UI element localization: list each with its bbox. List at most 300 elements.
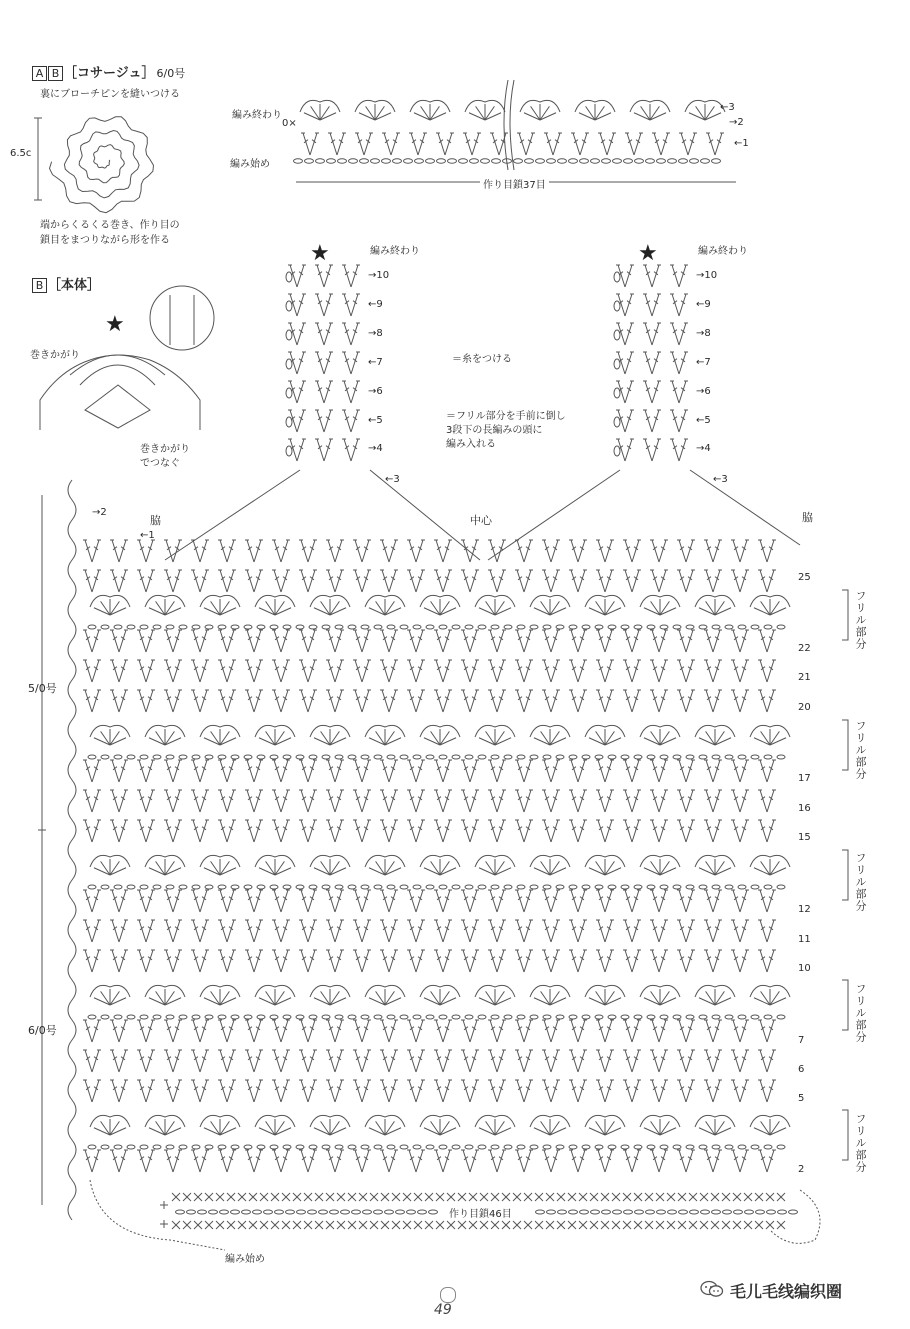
chain-stitch (140, 625, 148, 629)
chain-stitch (465, 885, 473, 889)
frill-label-3: フリル部分 (854, 852, 867, 912)
dc-stitch-right (335, 890, 342, 912)
chain-stitch (764, 885, 772, 889)
dc-stitch-left (409, 1050, 416, 1072)
dc-stitch-left (220, 920, 227, 942)
dc-stitch-right (740, 820, 747, 842)
dc-stitch-right (416, 820, 423, 842)
dc-stitch-right (418, 133, 425, 155)
dc-stitch-left (544, 820, 551, 842)
chain-stitch (504, 1015, 512, 1019)
dc-stitch-left (760, 920, 767, 942)
chain-stitch (127, 625, 135, 629)
dc-stitch-right (605, 1050, 612, 1072)
dc-stitch-left (517, 570, 524, 592)
chain-stitch (309, 1015, 317, 1019)
dc-stitch-left (519, 133, 526, 155)
dc-stitch-left (436, 540, 443, 562)
dc-stitch-left (409, 1150, 416, 1172)
chain-stitch (400, 625, 408, 629)
chain-stitch (712, 885, 720, 889)
chain-stitch (789, 1210, 798, 1214)
dc-stitch-left (645, 439, 652, 461)
dc-stitch-right (688, 133, 695, 155)
dc-stitch-right (497, 950, 504, 972)
dc-stitch-right (605, 570, 612, 592)
dc-stitch-left (301, 570, 308, 592)
dc-stitch-left (706, 760, 713, 782)
dc-stitch-right (119, 890, 126, 912)
chain-stitch (393, 159, 402, 163)
dc-stitch-right (281, 760, 288, 782)
chain-stitch (361, 885, 369, 889)
dc-stitch-left (220, 1050, 227, 1072)
chain-stitch (712, 159, 721, 163)
dc-stitch-left (274, 1080, 281, 1102)
dc-stitch-left (344, 381, 351, 403)
dc-stitch-left (733, 630, 740, 652)
dc-stitch-right (551, 660, 558, 682)
dc-stitch-right (351, 352, 358, 374)
dc-stitch-right (173, 570, 180, 592)
chain-stitch (556, 1015, 564, 1019)
dc-stitch-left (139, 790, 146, 812)
row-number-15: 15 (798, 832, 811, 843)
body-star-icon: ★ (105, 312, 125, 337)
chain-stitch (621, 1015, 629, 1019)
chain-stitch (608, 1015, 616, 1019)
dc-stitch-right (578, 1080, 585, 1102)
dc-stitch-left (247, 630, 254, 652)
dc-stitch-right (416, 1020, 423, 1042)
dc-stitch-left (598, 540, 605, 562)
chain-stitch (192, 755, 200, 759)
dc-stitch-right (686, 540, 693, 562)
chain-stitch (322, 755, 330, 759)
chain-stitch (660, 755, 668, 759)
dc-stitch-left (409, 890, 416, 912)
page-number: 49 (434, 1302, 452, 1318)
frill-bracket (842, 1110, 848, 1160)
wechat-logo-icon (700, 1280, 724, 1298)
dc-stitch-right (632, 570, 639, 592)
dc-stitch-left (139, 890, 146, 912)
legend-frill-1: ＝フリル部分を手前に倒し (446, 411, 566, 422)
corsage-row-1: ←1 (734, 138, 749, 149)
dc-stitch-left (463, 890, 470, 912)
dc-stitch-left (85, 890, 92, 912)
chain-stitch (179, 755, 187, 759)
dc-stitch-right (324, 265, 331, 287)
dc-stitch-left (490, 570, 497, 592)
dc-stitch-left (193, 820, 200, 842)
dc-stitch-right (551, 540, 558, 562)
chain-stitch (660, 885, 668, 889)
dc-stitch-left (193, 540, 200, 562)
dc-stitch-right (389, 820, 396, 842)
chain-stitch (478, 625, 486, 629)
dc-stitch-right (92, 760, 99, 782)
dc-stitch-right (470, 1080, 477, 1102)
dc-stitch-left (112, 690, 119, 712)
dc-stitch-left (112, 540, 119, 562)
dc-stitch-left (679, 920, 686, 942)
dc-stitch-left (409, 920, 416, 942)
dc-stitch-right (578, 660, 585, 682)
dc-stitch-left (166, 690, 173, 712)
chain-stitch (218, 885, 226, 889)
chain-stitch (114, 1015, 122, 1019)
dc-stitch-left (618, 381, 625, 403)
dc-stitch-left (328, 890, 335, 912)
chain-stitch (556, 885, 564, 889)
dc-stitch-right (713, 820, 720, 842)
chain-stitch (738, 1015, 746, 1019)
dc-stitch-left (220, 950, 227, 972)
dc-stitch-left (193, 690, 200, 712)
strap-right-row-5: ←5 (696, 415, 711, 426)
dc-stitch-left (645, 294, 652, 316)
dc-stitch-left (382, 1080, 389, 1102)
dc-stitch-left (193, 760, 200, 782)
chain-stitch (322, 1145, 330, 1149)
dc-stitch-left (517, 660, 524, 682)
chain-stitch (413, 755, 421, 759)
dc-stitch-right (389, 920, 396, 942)
dc-stitch-left (355, 950, 362, 972)
chain-stitch (270, 1145, 278, 1149)
chain-stitch (205, 1015, 213, 1019)
dc-stitch-right (281, 1080, 288, 1102)
dc-stitch-left (544, 1050, 551, 1072)
chain-stitch (690, 159, 699, 163)
dc-stitch-left (517, 1080, 524, 1102)
chain-stitch (712, 1015, 720, 1019)
dc-stitch-left (544, 1020, 551, 1042)
dc-stitch-left (274, 690, 281, 712)
dc-stitch-left (436, 1150, 443, 1172)
dc-stitch-left (598, 790, 605, 812)
dc-stitch-right (713, 630, 720, 652)
row-number-12: 12 (798, 904, 811, 915)
chain-stitch (504, 1145, 512, 1149)
chain-stitch (179, 885, 187, 889)
dc-stitch-left (290, 265, 297, 287)
dc-stitch-left (301, 540, 308, 562)
chain-stitch (543, 625, 551, 629)
dc-stitch-left (517, 1150, 524, 1172)
row-number-20: 20 (798, 702, 811, 713)
strap-left-row-3: ←3 (385, 474, 400, 485)
chain-stitch (614, 446, 620, 456)
chain-stitch (517, 885, 525, 889)
dc-stitch-left (382, 690, 389, 712)
dc-stitch-right (767, 1020, 774, 1042)
chain-stitch (297, 1210, 306, 1214)
chain-stitch (660, 625, 668, 629)
dc-stitch-right (200, 890, 207, 912)
dc-stitch-left (328, 950, 335, 972)
chain-stitch (257, 885, 265, 889)
dc-stitch-right (362, 1150, 369, 1172)
dc-stitch-right (524, 920, 531, 942)
dc-stitch-right (578, 1020, 585, 1042)
dc-stitch-left (544, 1150, 551, 1172)
dc-stitch-right (92, 540, 99, 562)
chain-stitch (244, 625, 252, 629)
dc-stitch-right (173, 1080, 180, 1102)
strap-left-end-label: 編み終わり (370, 246, 420, 257)
corsage-hook: 6/0号 (156, 67, 186, 80)
chain-stitch (465, 1145, 473, 1149)
chain-stitch (764, 1145, 772, 1149)
dc-stitch-right (686, 760, 693, 782)
chain-stitch (547, 159, 556, 163)
dc-stitch-left (344, 323, 351, 345)
dc-stitch-right (335, 920, 342, 942)
dc-stitch-left (679, 890, 686, 912)
dc-stitch-left (166, 820, 173, 842)
dc-stitch-left (166, 950, 173, 972)
row-number-10: 10 (798, 963, 811, 974)
dc-stitch-left (220, 890, 227, 912)
dc-stitch-left (652, 820, 659, 842)
dc-stitch-left (598, 890, 605, 912)
chain-stitch (582, 625, 590, 629)
dc-stitch-right (297, 265, 304, 287)
dc-stitch-right (659, 1150, 666, 1172)
dc-stitch-left (618, 323, 625, 345)
chain-stitch (166, 625, 174, 629)
frill-label-5: フリル部分 (854, 1113, 867, 1173)
dc-stitch-left (139, 570, 146, 592)
dc-stitch-left (193, 890, 200, 912)
dc-stitch-left (382, 570, 389, 592)
dc-stitch-right (146, 790, 153, 812)
dc-stitch-right (92, 690, 99, 712)
dc-stitch-left (409, 790, 416, 812)
dc-stitch-left (645, 381, 652, 403)
dc-stitch-left (463, 790, 470, 812)
dc-stitch-right (551, 920, 558, 942)
dc-stitch-left (166, 790, 173, 812)
dc-stitch-right (416, 630, 423, 652)
turn-dotted-path (770, 1190, 820, 1243)
chain-stitch (614, 417, 620, 427)
strap-left-row-7: ←7 (368, 357, 383, 368)
dc-stitch-left (317, 381, 324, 403)
dc-stitch-right (254, 630, 261, 652)
chain-stitch (725, 625, 733, 629)
chain-stitch (385, 1210, 394, 1214)
dc-stitch-right (324, 352, 331, 374)
chain-stitch (218, 755, 226, 759)
dc-stitch-left (490, 890, 497, 912)
chain-stitch (491, 1015, 499, 1019)
dc-stitch-right (578, 1050, 585, 1072)
dc-stitch-right (308, 690, 315, 712)
dc-stitch-right (227, 950, 234, 972)
dc-stitch-right (497, 630, 504, 652)
dc-stitch-right (119, 1020, 126, 1042)
dc-stitch-right (679, 265, 686, 287)
dc-stitch-left (733, 1080, 740, 1102)
dc-stitch-right (740, 790, 747, 812)
dc-stitch-left (544, 660, 551, 682)
dc-stitch-left (706, 790, 713, 812)
dc-stitch-left (625, 690, 632, 712)
chain-stitch (668, 159, 677, 163)
dc-stitch-right (362, 920, 369, 942)
chain-stitch (387, 1145, 395, 1149)
chain-stitch (296, 1015, 304, 1019)
row-number-25: 25 (798, 572, 811, 583)
corsage-note-bottom-2: 鎖目をまつりながら形を作る (40, 235, 170, 246)
dc-stitch-left (436, 760, 443, 782)
dc-stitch-right (173, 690, 180, 712)
dc-stitch-left (760, 1150, 767, 1172)
dc-stitch-left (733, 890, 740, 912)
dc-stitch-right (470, 920, 477, 942)
dc-stitch-right (497, 1020, 504, 1042)
chain-stitch (634, 885, 642, 889)
chain-stitch (205, 885, 213, 889)
dc-stitch-right (308, 1080, 315, 1102)
chain-stitch (543, 885, 551, 889)
chain-stitch (602, 159, 611, 163)
dc-stitch-right (551, 690, 558, 712)
dc-stitch-right (578, 760, 585, 782)
chain-stitch (166, 755, 174, 759)
chain-stitch (296, 625, 304, 629)
dc-stitch-right (740, 690, 747, 712)
chain-stitch (296, 1145, 304, 1149)
dc-stitch-left (301, 920, 308, 942)
legend-attach: ＝糸をつける (452, 354, 512, 365)
chain-stitch (270, 885, 278, 889)
dc-stitch-left (382, 820, 389, 842)
dc-stitch-left (490, 760, 497, 782)
dc-stitch-left (344, 265, 351, 287)
legend-frill-2: 3段下の長編みの頭に (446, 425, 543, 436)
dc-stitch-left (618, 439, 625, 461)
chain-stitch (88, 1145, 96, 1149)
chain-stitch (348, 885, 356, 889)
chain-stitch (360, 159, 369, 163)
chain-stitch (712, 755, 720, 759)
dc-stitch-right (92, 630, 99, 652)
dc-stitch-left (733, 760, 740, 782)
dc-stitch-left (355, 890, 362, 912)
dc-stitch-left (166, 1080, 173, 1102)
dc-stitch-right (632, 630, 639, 652)
dc-stitch-right (173, 1050, 180, 1072)
chain-stitch (517, 1145, 525, 1149)
dc-stitch-right (659, 660, 666, 682)
dc-stitch-right (686, 820, 693, 842)
whipstitch-label: 巻きかがり (30, 350, 80, 361)
dc-stitch-left (301, 690, 308, 712)
dc-stitch-left (409, 630, 416, 652)
chain-stitch (348, 1015, 356, 1019)
corsage-row-3: ←3 (720, 102, 735, 113)
dc-stitch-right (173, 920, 180, 942)
dc-stitch-left (681, 133, 688, 155)
dc-stitch-right (767, 570, 774, 592)
chain-stitch (101, 1015, 109, 1019)
dc-stitch-left (411, 133, 418, 155)
dc-stitch-right (497, 1150, 504, 1172)
dc-stitch-left (301, 660, 308, 682)
chain-stitch (257, 1145, 265, 1149)
dc-stitch-right (92, 1150, 99, 1172)
dc-stitch-right (470, 630, 477, 652)
dc-stitch-right (767, 890, 774, 912)
chain-stitch (153, 1015, 161, 1019)
dc-stitch-left (760, 890, 767, 912)
dc-stitch-left (679, 630, 686, 652)
chain-stitch (712, 625, 720, 629)
chain-stitch (439, 1015, 447, 1019)
chain-stitch (400, 1015, 408, 1019)
dc-stitch-left (706, 1020, 713, 1042)
dc-stitch-right (767, 690, 774, 712)
dc-stitch-left (571, 890, 578, 912)
chain-stitch (88, 1015, 96, 1019)
chain-stitch (286, 446, 292, 456)
chain-stitch (286, 330, 292, 340)
chain-stitch (153, 885, 161, 889)
dc-stitch-left (409, 570, 416, 592)
dc-stitch-right (200, 820, 207, 842)
dc-stitch-left (463, 1150, 470, 1172)
dc-stitch-left (436, 630, 443, 652)
dc-stitch-left (436, 790, 443, 812)
dc-stitch-left (654, 133, 661, 155)
dc-stitch-left (274, 790, 281, 812)
dc-stitch-left (760, 1020, 767, 1042)
strap-right-row-6: →6 (696, 386, 711, 397)
dc-stitch-right (767, 950, 774, 972)
dc-stitch-left (328, 1150, 335, 1172)
dc-stitch-right (119, 570, 126, 592)
dc-stitch-left (436, 1020, 443, 1042)
dc-stitch-right (740, 1150, 747, 1172)
chain-stitch (751, 1145, 759, 1149)
dc-stitch-left (247, 1080, 254, 1102)
dc-stitch-left (465, 133, 472, 155)
dc-stitch-right (227, 1150, 234, 1172)
dc-stitch-right (659, 540, 666, 562)
strap-left-star-icon: ★ (310, 241, 330, 266)
dc-stitch-left (409, 760, 416, 782)
dc-stitch-left (301, 1080, 308, 1102)
chain-stitch (569, 755, 577, 759)
dc-stitch-right (281, 1020, 288, 1042)
dc-stitch-left (166, 920, 173, 942)
dc-stitch-right (740, 950, 747, 972)
chain-stitch (635, 159, 644, 163)
dc-stitch-right (497, 820, 504, 842)
dc-stitch-left (328, 820, 335, 842)
dc-stitch-right (308, 760, 315, 782)
row-number-11: 11 (798, 934, 811, 945)
dc-stitch-left (517, 790, 524, 812)
chain-stitch (514, 159, 523, 163)
dc-stitch-left (544, 690, 551, 712)
chain-stitch (309, 625, 317, 629)
dc-stitch-right (578, 790, 585, 812)
